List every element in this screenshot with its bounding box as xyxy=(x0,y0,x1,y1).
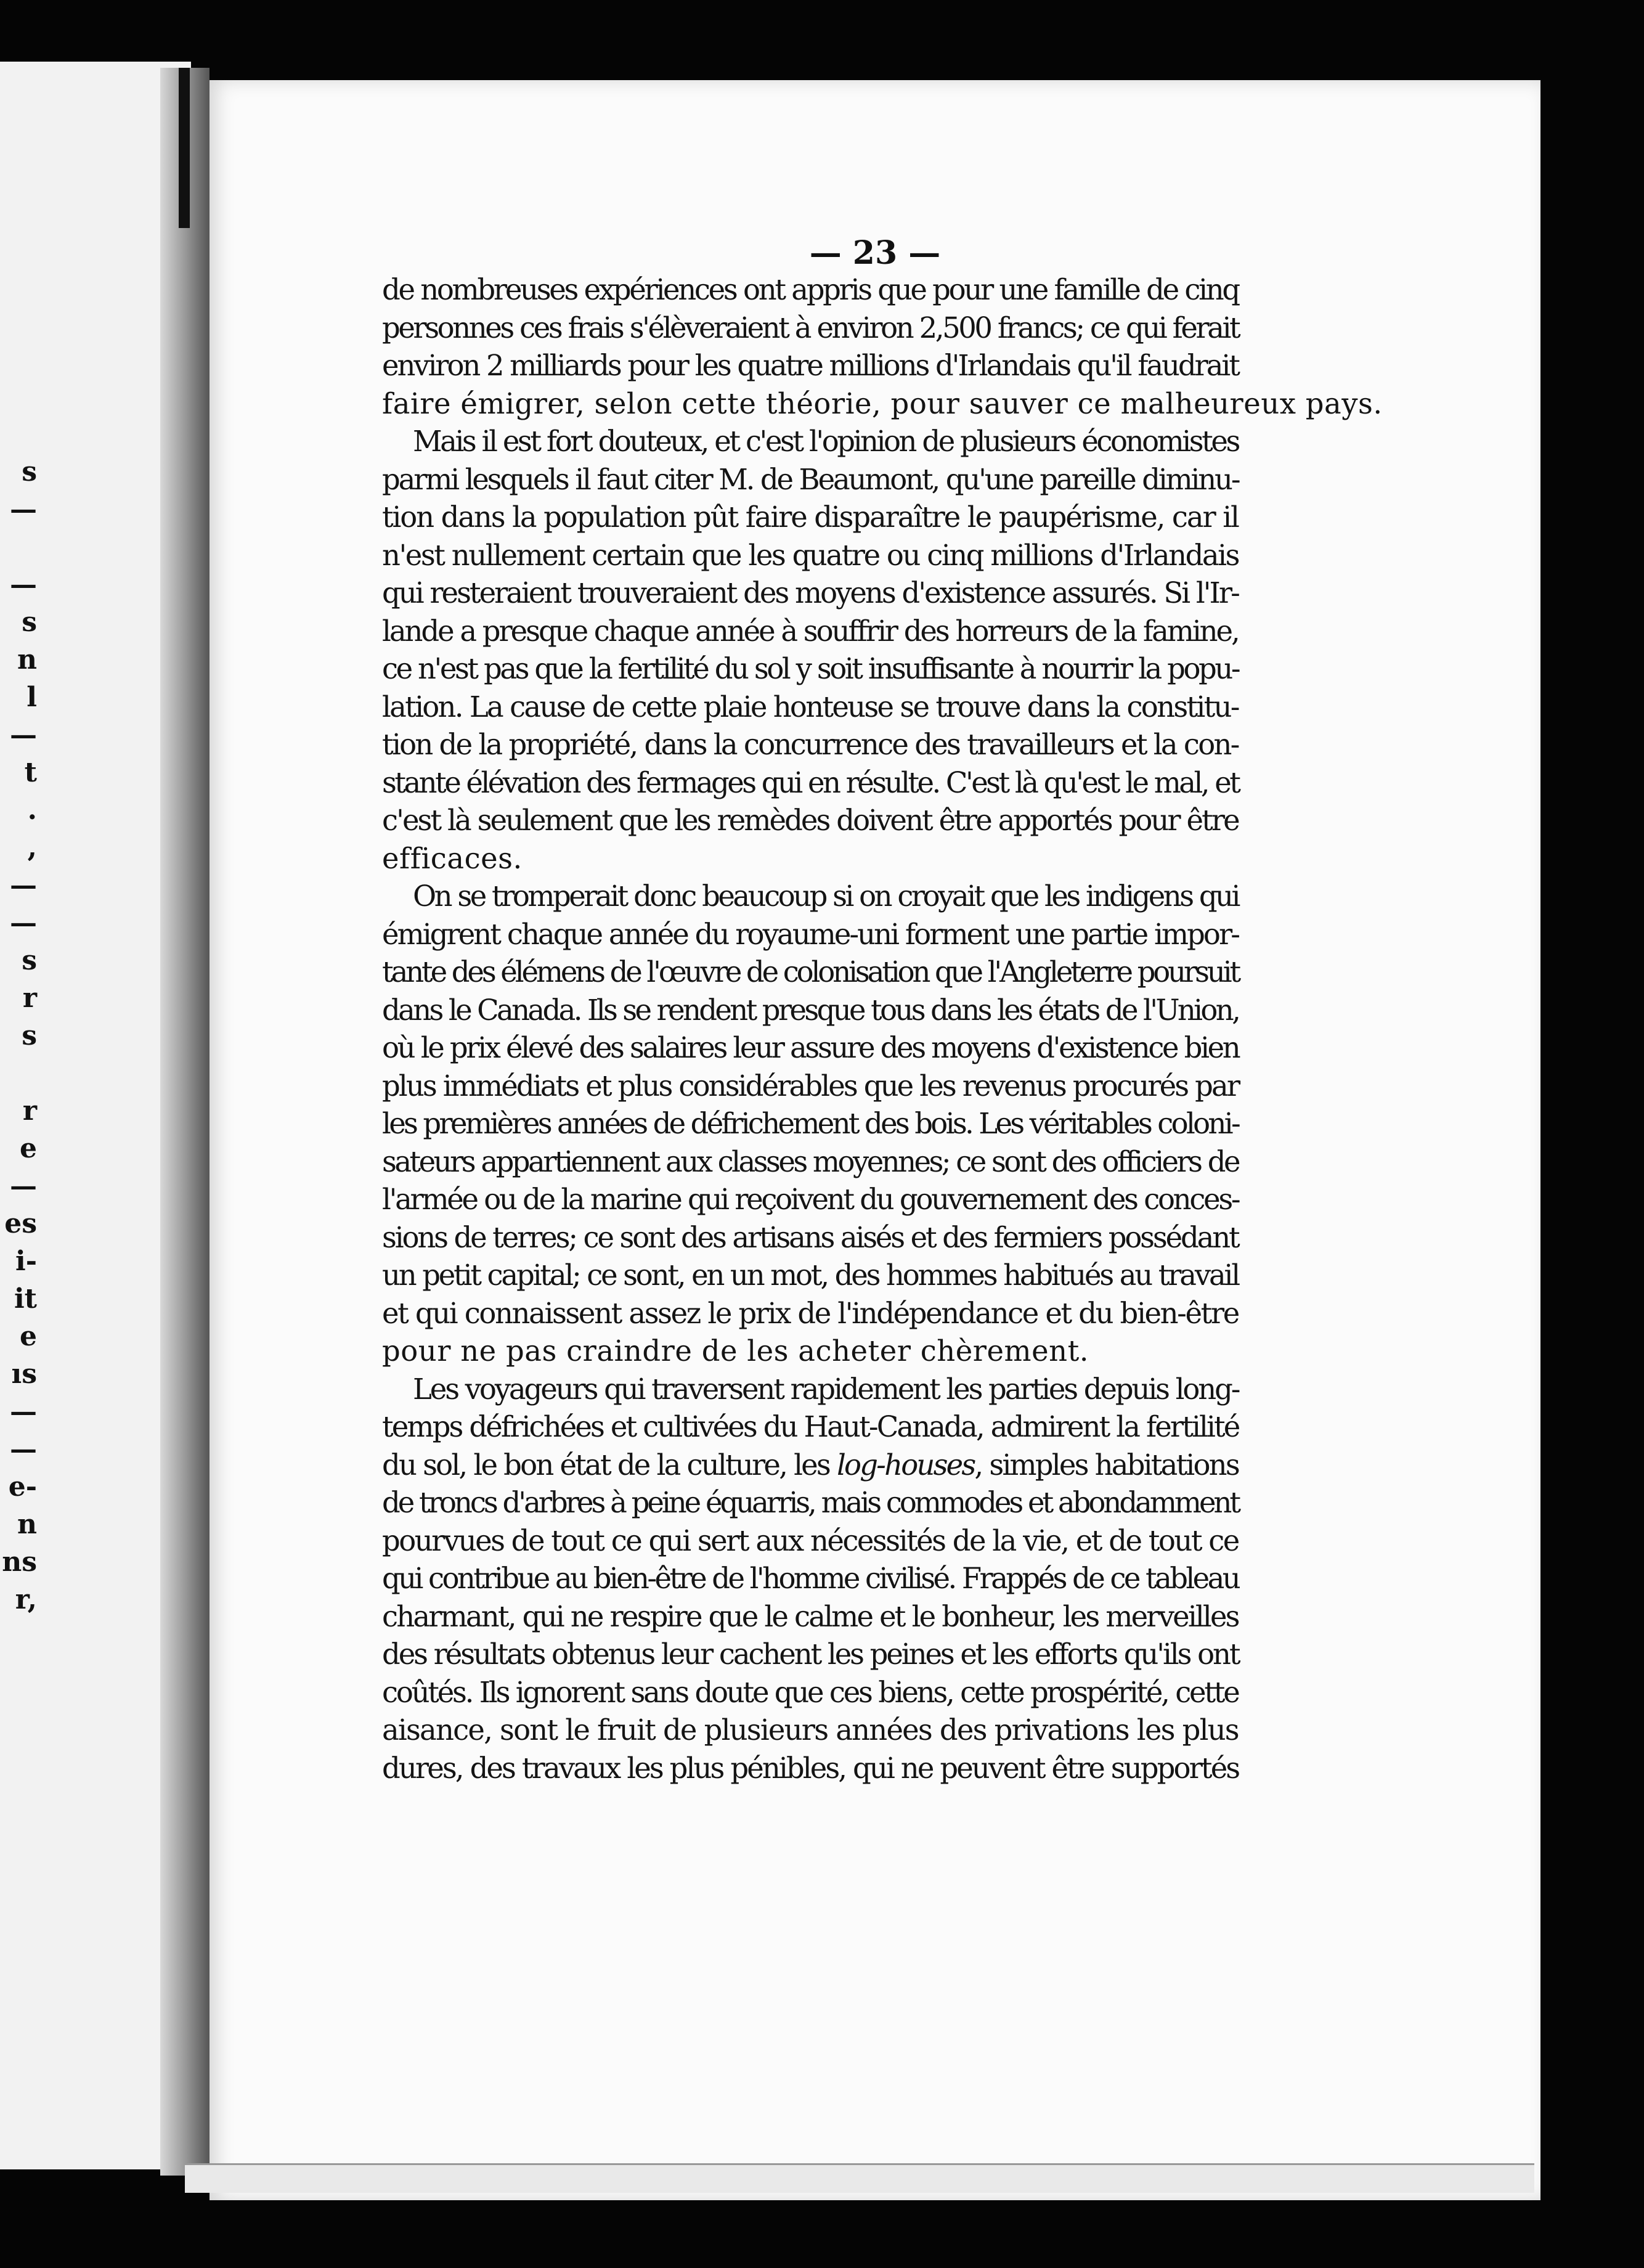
book-page xyxy=(210,80,1540,2200)
margin-fragment: t xyxy=(24,757,37,788)
text-line: aisance, sont le fruit de plusieurs années des privations les plus xyxy=(382,1713,1239,1747)
text-segment: du sol, le bon état de la culture, les xyxy=(382,1448,837,1482)
margin-fragment: r xyxy=(22,1095,37,1127)
text-line: On se tromperait donc beaucoup si on croyait que les indigens qui xyxy=(413,879,1239,913)
margin-fragment: e xyxy=(20,1133,37,1164)
margin-fragment: . xyxy=(27,794,37,826)
text-line: émigrent chaque année du royaume-uni forment une partie impor- xyxy=(382,917,1239,951)
margin-fragment: ns xyxy=(2,1546,37,1578)
margin-fragment xyxy=(0,528,37,566)
text-line: tante des élémens de l'œuvre de colonisation que l'Angleterre poursuit xyxy=(382,955,1239,989)
text-line: où le prix élevé des salaires leur assure des moyens d'existence bien xyxy=(382,1031,1239,1064)
text-line: lande a presque chaque année à souffrir des horreurs de la famine, xyxy=(382,614,1239,648)
text-line: faire émigrer, selon cette théorie, pour sauver ce malheureux pays. xyxy=(382,386,1383,420)
margin-fragment: es xyxy=(4,1208,37,1239)
margin-fragment: ıs xyxy=(11,1358,37,1390)
left-margin-fragments xyxy=(0,265,37,1618)
text-line: sateurs appartiennent aux classes moyennes; ce sont des officiers de xyxy=(382,1144,1239,1178)
margin-fragment: — xyxy=(10,1396,37,1427)
text-line: coûtés. Ils ignorent sans doute que ces biens, cette prospérité, cette xyxy=(382,1675,1239,1709)
text-line: Mais il est fort douteux, et c'est l'opinion de plusieurs économistes xyxy=(413,425,1239,458)
text-line: les premières années de défrichement des bois. Les véritables coloni- xyxy=(382,1107,1239,1140)
margin-fragment: n xyxy=(17,1509,37,1540)
margin-fragment xyxy=(0,378,37,415)
text-line: environ 2 milliards pour les quatre millions d'Irlandais qu'il faudrait xyxy=(382,349,1239,382)
text-line: qui contribue au bien-être de l'homme civilisé. Frappés de ce tableau xyxy=(382,1562,1239,1595)
text-line: parmi lesquels il faut citer M. de Beaumont, qu'une pareille diminu- xyxy=(382,462,1239,496)
text-segment: , simples habitations xyxy=(974,1448,1239,1482)
body-text xyxy=(382,271,1383,1787)
book-gutter-shadow xyxy=(160,68,210,2176)
margin-fragment: — xyxy=(10,719,37,751)
margin-fragment: r, xyxy=(15,1584,37,1615)
text-line: qui resteraient trouveraient des moyens d'existence assurés. Si l'Ir- xyxy=(382,576,1239,610)
margin-fragment: e xyxy=(20,1321,37,1352)
text-line: charmant, qui ne respire que le calme et le bonheur, les merveilles xyxy=(382,1599,1239,1633)
margin-fragment: — xyxy=(10,1434,37,1465)
margin-fragment: s xyxy=(22,456,37,487)
text-line: ce n'est pas que la fertilité du sol y soit insuffisante à nourrir la popu- xyxy=(382,652,1239,685)
text-line: tion de la propriété, dans la concurrence des travailleurs et la con- xyxy=(382,728,1239,761)
text-line: n'est nullement certain que les quatre ou cinq millions d'Irlandais xyxy=(382,538,1239,572)
text-line: personnes ces frais s'élèveraient à environ 2,500 francs; ce qui ferait xyxy=(382,311,1239,345)
text-line: de nombreuses expériences ont appris que pour une famille de cinq xyxy=(382,273,1239,306)
page-bottom-edge xyxy=(185,2163,1534,2193)
margin-fragment: i- xyxy=(15,1246,37,1277)
italic-term: log-houses xyxy=(836,1448,975,1482)
margin-fragment: r xyxy=(22,982,37,1014)
text-line: dures, des travaux les plus pénibles, qui ne peuvent être supportés xyxy=(382,1751,1239,1785)
margin-fragment: — xyxy=(10,569,37,600)
text-line: Les voyageurs qui traversent rapidement les parties depuis long- xyxy=(413,1372,1239,1406)
margin-fragment: e- xyxy=(8,1471,37,1503)
margin-fragment: — xyxy=(10,494,37,525)
text-line: un petit capital; ce sont, en un mot, des hommes habitués au travail xyxy=(382,1258,1239,1292)
text-line: temps défrichées et cultivées du Haut-Canada, admirent la fertilité xyxy=(382,1410,1239,1443)
margin-fragment: , xyxy=(27,832,37,863)
text-line: c'est là seulement que les remèdes doivent être apportés pour être xyxy=(382,804,1239,837)
gutter-binding xyxy=(179,68,190,228)
text-line xyxy=(382,1446,1239,1485)
text-line: sions de terres; ce sont des artisans aisés et des fermiers possédant xyxy=(382,1220,1239,1254)
margin-fragment xyxy=(0,265,37,303)
margin-fragment: s xyxy=(22,1020,37,1051)
margin-fragment xyxy=(0,1054,37,1092)
text-line: stante élévation des fermages qui en résulte. C'est là qu'est le mal, et xyxy=(382,765,1239,799)
text-line: pour ne pas craindre de les acheter chèrement. xyxy=(382,1334,1089,1368)
margin-fragment: l xyxy=(26,682,37,713)
margin-fragment: it xyxy=(14,1283,37,1315)
margin-fragment: — xyxy=(10,870,37,901)
text-line: de troncs d'arbres à peine équarris, mais commodes et abondamment xyxy=(382,1486,1239,1519)
text-line: et qui connaissent assez le prix de l'indépendance et du bien-être xyxy=(382,1296,1239,1330)
text-line: des résultats obtenus leur cachent les peines et les efforts qu'ils ont xyxy=(382,1638,1239,1671)
margin-fragment xyxy=(0,415,37,453)
text-line: tion dans la population pût faire disparaître le paupérisme, car il xyxy=(382,500,1239,534)
text-line: lation. La cause de cette plaie honteuse se trouve dans la constitu- xyxy=(382,690,1239,724)
margin-fragment xyxy=(0,303,37,340)
text-line: l'armée ou de la marine qui reçoivent du gouvernement des conces- xyxy=(382,1183,1239,1216)
margin-fragment: n xyxy=(17,644,37,675)
margin-fragment: s xyxy=(22,945,37,976)
text-line: plus immédiats et plus considérables que les revenus procurés par xyxy=(382,1069,1239,1103)
margin-fragment xyxy=(0,340,37,378)
text-line: pourvues de tout ce qui sert aux nécessités de la vie, et de tout ce xyxy=(382,1524,1239,1557)
margin-fragment: — xyxy=(10,907,37,939)
margin-fragment: s xyxy=(22,606,37,638)
text-line: dans le Canada. Ils se rendent presque tous dans les états de l'Union, xyxy=(382,993,1239,1027)
margin-fragment: — xyxy=(10,1170,37,1202)
text-line: efficaces. xyxy=(382,841,523,875)
page-number: — 23 — xyxy=(809,234,941,272)
